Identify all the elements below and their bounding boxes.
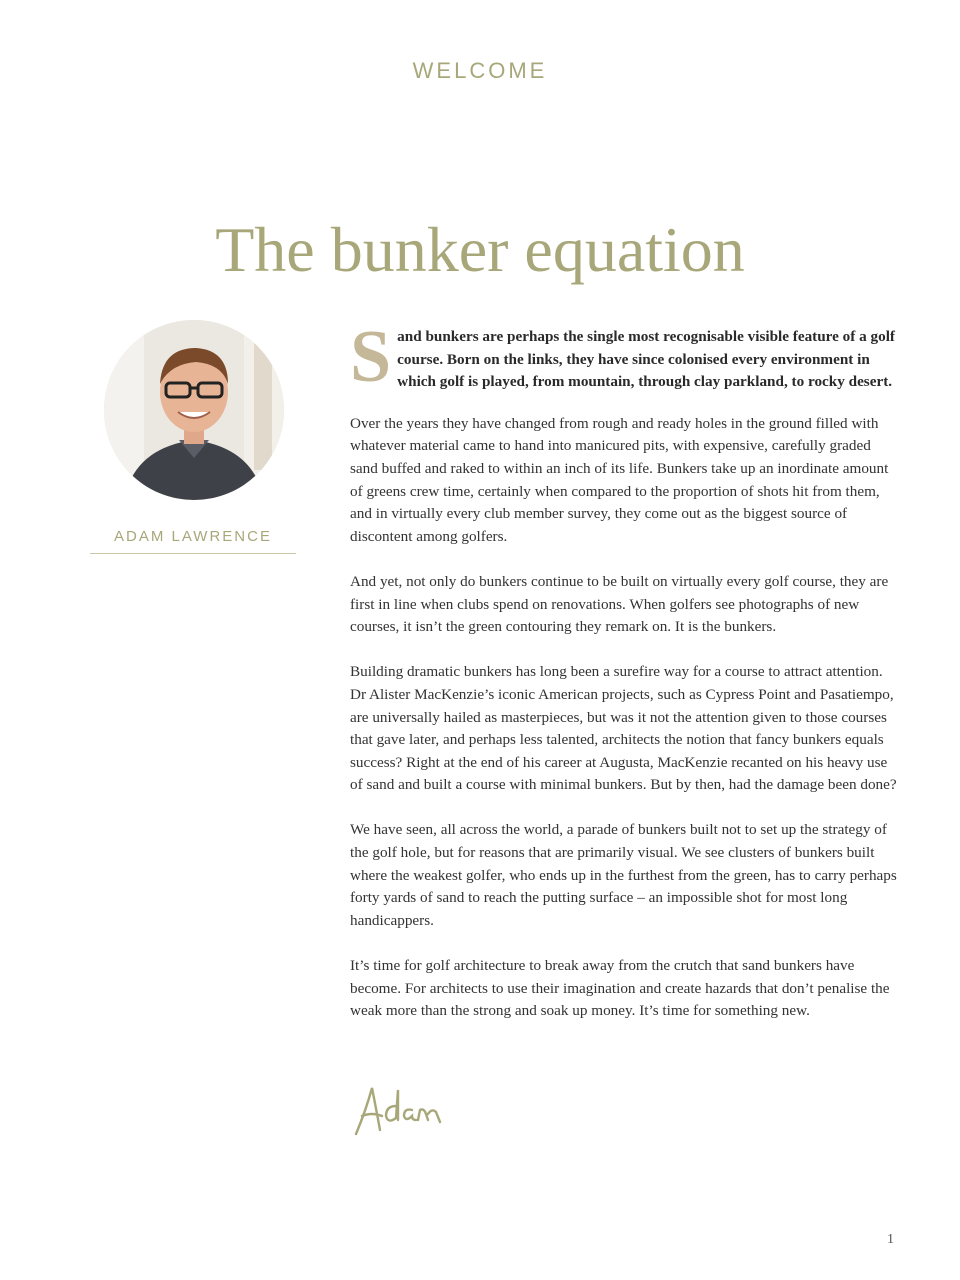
body-paragraph-3: Building dramatic bunkers has long been a surefire way for a course to attract attention. Dr Alister MacKenzie’s iconic American projects, such as Cypress Point and Pasatiempo, are universally hailed as masterpieces, but was it not the attention given to those courses that gave later, and perhaps less talented, architects the notion that fancy bunkers equals success? Right at the end of his career at Augusta, MacKenzie recanted on his heavy use of sand and built a course with minimal bunkers. But by then, had the damage been done? <box>350 663 897 794</box>
author-name: ADAM LAWRENCE <box>90 528 296 554</box>
author-photo <box>104 320 284 500</box>
body-paragraph-1: Over the years they have changed from rough and ready holes in the ground filled with whatever material came to hand into manicured pits, with expensive, carefully graded sand buffed and raked to within an inch of its life. Bunkers take up an inordinate amount of greens crew time, certainly when compared to the proportion of shots hit from them, and in virtually every club member survey, they come out as the biggest source of discontent among golfers. <box>350 414 889 545</box>
article-title: The bunker equation <box>215 214 745 285</box>
body-paragraph-4: We have seen, all across the world, a parade of bunkers built not to set up the strategy of the golf hole, but for reasons that are primarily visual. We see clusters of bunkers built where the weakest golfer, who ends up in the furthest from the green, has to carry perhaps forty yards of sand to reach the putting surface – an impossible shot for most long handicappers. <box>350 821 897 929</box>
author-signature <box>350 1080 450 1140</box>
author-portrait-image <box>104 320 284 500</box>
lead-paragraph <box>350 316 900 398</box>
section-label: WELCOME <box>412 58 548 83</box>
page-number: 1 <box>887 1232 894 1247</box>
lead-text: and bunkers are perhaps the single most recognisable visible feature of a golf course. Born on the links, they have since colonised every environment in which golf is played, from mountain, through clay parkland, to rocky desert. <box>397 328 895 391</box>
signature-image <box>350 1080 450 1140</box>
drop-cap: S <box>350 316 392 398</box>
body-paragraph-5: It’s time for golf architecture to break away from the crutch that sand bunkers have become. For architects to use their imagination and create hazards that don’t penalise the weak more than the strong and soak up money. It’s time for something new. <box>350 957 890 1020</box>
body-paragraph-2: And yet, not only do bunkers continue to be built on virtually every golf course, they are first in line when clubs spend on renovations. When golfers see photographs of new courses, it isn’t the green contouring they remark on. It is the bunkers. <box>350 572 889 636</box>
article-body <box>350 316 900 1045</box>
